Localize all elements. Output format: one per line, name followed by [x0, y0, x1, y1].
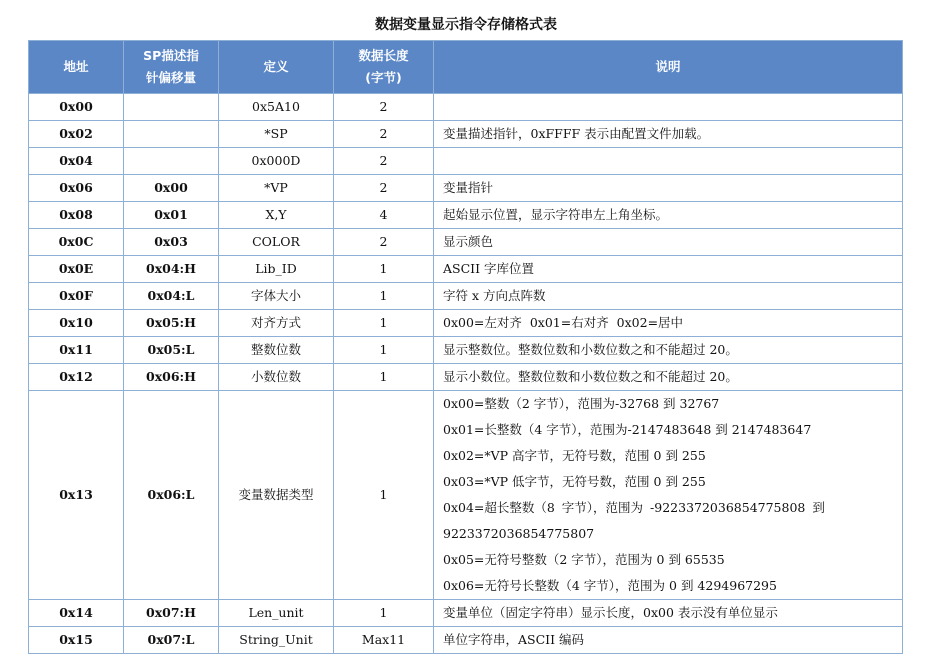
header-sp-line2: 针偏移量 [145, 70, 196, 85]
cell-len: 1 [334, 391, 434, 600]
storage-format-table [28, 40, 903, 654]
cell-def: 整数位数 [219, 337, 334, 364]
cell-len: 1 [334, 256, 434, 283]
cell-len: 1 [334, 310, 434, 337]
cell-desc: 0x00=左对齐 0x01=右对齐 0x02=居中 [434, 310, 903, 337]
cell-addr: 0x08 [29, 202, 124, 229]
table-row [29, 600, 903, 627]
cell-addr: 0x0C [29, 229, 124, 256]
table-row [29, 627, 903, 654]
cell-desc: 单位字符串，ASCII 编码 [434, 627, 903, 654]
cell-sp: 0x00 [124, 175, 219, 202]
table-row-data-type [29, 391, 903, 600]
cell-sp: 0x05:L [124, 337, 219, 364]
cell-def: *SP [219, 121, 334, 148]
table-row [29, 94, 903, 121]
cell-desc: 字符 x 方向点阵数 [434, 283, 903, 310]
header-sp-line1: SP描述指 [143, 48, 199, 63]
cell-def: X,Y [219, 202, 334, 229]
cell-len: 2 [334, 148, 434, 175]
cell-def: 对齐方式 [219, 310, 334, 337]
cell-def: 小数位数 [219, 364, 334, 391]
header-length-line2: (字节) [365, 70, 402, 85]
cell-len: Max11 [334, 627, 434, 654]
cell-len: 2 [334, 175, 434, 202]
cell-sp [124, 94, 219, 121]
type-line: 0x00=整数（2 字节），范围为-32768 到 32767 [443, 396, 720, 411]
table-row [29, 256, 903, 283]
table-title: 数据变量显示指令存储格式表 [375, 17, 557, 33]
cell-len: 1 [334, 283, 434, 310]
table-row [29, 121, 903, 148]
header-sp-offset [124, 41, 219, 94]
header-definition: 定义 [219, 41, 334, 94]
cell-def: COLOR [219, 229, 334, 256]
cell-addr: 0x10 [29, 310, 124, 337]
cell-sp: 0x07:H [124, 600, 219, 627]
type-line: 0x01=长整数（4 字节），范围为-2147483648 到 2147483647 [443, 422, 812, 437]
type-line: 0x04=超长整数（8 字节），范围为 -9223372036854775808 到 [443, 500, 825, 515]
cell-desc: 显示整数位。整数位数和小数位数之和不能超过 20。 [434, 337, 903, 364]
cell-addr: 0x12 [29, 364, 124, 391]
table-row [29, 364, 903, 391]
header-row [29, 41, 903, 94]
type-line: 0x05=无符号整数（2 字节），范围为 0 到 65535 [443, 552, 725, 567]
header-length [334, 41, 434, 94]
cell-len: 2 [334, 121, 434, 148]
cell-addr: 0x0F [29, 283, 124, 310]
cell-desc [434, 148, 903, 175]
cell-def: 字体大小 [219, 283, 334, 310]
cell-sp [124, 121, 219, 148]
cell-sp: 0x06:L [124, 391, 219, 600]
cell-desc: 起始显示位置，显示字符串左上角坐标。 [434, 202, 903, 229]
cell-desc: ASCII 字库位置 [434, 256, 903, 283]
type-line: 0x06=无符号长整数（4 字节），范围为 0 到 4294967295 [443, 578, 777, 593]
cell-def: 变量数据类型 [219, 391, 334, 600]
cell-addr: 0x14 [29, 600, 124, 627]
cell-sp: 0x03 [124, 229, 219, 256]
type-line: 9223372036854775807 [443, 526, 595, 541]
cell-def: Lib_ID [219, 256, 334, 283]
cell-len: 4 [334, 202, 434, 229]
type-line: 0x03=*VP 低字节，无符号数，范围 0 到 255 [443, 474, 706, 489]
cell-desc: 显示小数位。整数位数和小数位数之和不能超过 20。 [434, 364, 903, 391]
cell-len: 1 [334, 337, 434, 364]
cell-sp [124, 148, 219, 175]
table-row [29, 337, 903, 364]
cell-def: String_Unit [219, 627, 334, 654]
cell-addr: 0x02 [29, 121, 124, 148]
cell-addr: 0x13 [29, 391, 124, 600]
cell-addr: 0x0E [29, 256, 124, 283]
table-row [29, 229, 903, 256]
cell-def: *VP [219, 175, 334, 202]
cell-addr: 0x11 [29, 337, 124, 364]
table-row [29, 310, 903, 337]
cell-desc: 变量描述指针，0xFFFF 表示由配置文件加载。 [434, 121, 903, 148]
table-row [29, 148, 903, 175]
cell-sp: 0x07:L [124, 627, 219, 654]
cell-def: 0x000D [219, 148, 334, 175]
cell-desc: 变量单位（固定字符串）显示长度，0x00 表示没有单位显示 [434, 600, 903, 627]
cell-sp: 0x05:H [124, 310, 219, 337]
cell-addr: 0x06 [29, 175, 124, 202]
cell-addr: 0x04 [29, 148, 124, 175]
table-row [29, 283, 903, 310]
table-row [29, 202, 903, 229]
cell-len: 1 [334, 364, 434, 391]
type-line: 0x02=*VP 高字节，无符号数，范围 0 到 255 [443, 448, 706, 463]
cell-sp: 0x01 [124, 202, 219, 229]
cell-addr: 0x00 [29, 94, 124, 121]
header-description: 说明 [434, 41, 903, 94]
cell-len: 2 [334, 229, 434, 256]
cell-len: 2 [334, 94, 434, 121]
header-addr: 地址 [29, 41, 124, 94]
cell-sp: 0x04:L [124, 283, 219, 310]
cell-sp: 0x04:H [124, 256, 219, 283]
cell-def: Len_unit [219, 600, 334, 627]
cell-def: 0x5A10 [219, 94, 334, 121]
cell-desc: 变量指针 [434, 175, 903, 202]
cell-len: 1 [334, 600, 434, 627]
cell-addr: 0x15 [29, 627, 124, 654]
cell-desc: 显示颜色 [434, 229, 903, 256]
header-length-line1: 数据长度 [358, 48, 409, 63]
cell-desc-type-list [434, 391, 903, 600]
cell-sp: 0x06:H [124, 364, 219, 391]
table-row [29, 175, 903, 202]
cell-desc [434, 94, 903, 121]
